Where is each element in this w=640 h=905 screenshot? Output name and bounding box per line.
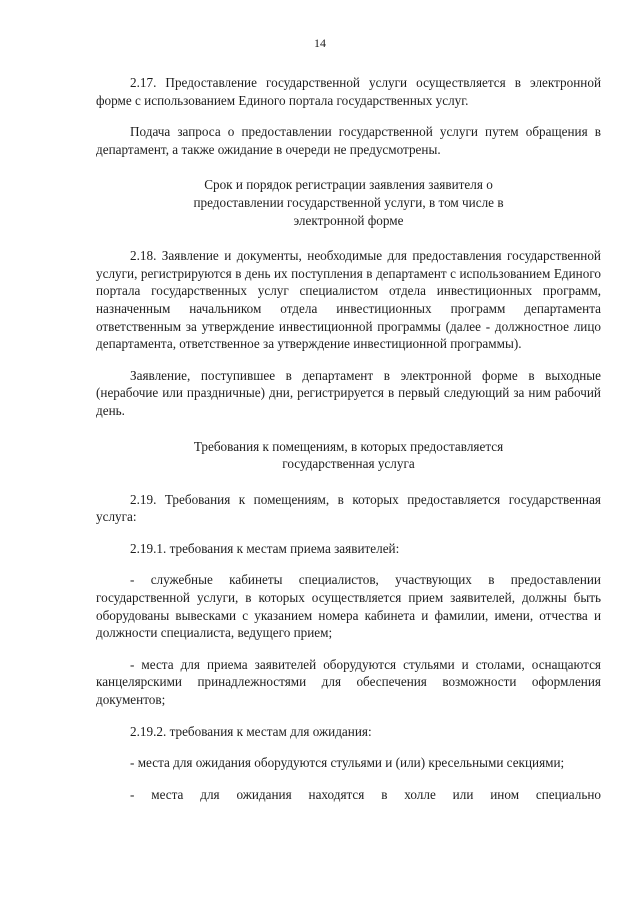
paragraph-2-19-2: 2.19.2. требования к местам для ожидания: [130, 723, 372, 739]
paragraph-2-19-1: 2.19.1. требования к местам приема заявителей: [130, 540, 400, 556]
paragraph-reception-places: - места для приема заявителей оборудуются стульями и столами, оснащаются канцелярскими принадлежностями для обеспечения возможности оформления документов; [96, 656, 601, 708]
document-body [96, 74, 601, 803]
paragraph-request-note: Подача запроса о предоставлении государственной услуги путем обращения в департамент, а также ожидание в очереди не предусмотрены. [96, 124, 601, 157]
paragraph-2-19: 2.19. Требования к помещениям, в которых предоставляется государственная услуга: [96, 491, 601, 525]
section-heading-registration: Срок и порядок регистрации заявления заявителя о предоставлении государственной услуги, в том числе в электронной форме [193, 177, 504, 228]
page-number: 14 [314, 36, 326, 50]
paragraph-2-18: 2.18. Заявление и документы, необходимые для предоставления государственной услуги, регистрируются в день их поступления в департамент с использованием Единого портала государственных услуг специалистом отдела инвестиционных программ, назначенным начальником отдела инвестиционных программ департамента ответственным за утверждение инвестиционной программы (далее - должностное лицо департамента, ответственное за утверждение инвестиционной программы). [96, 248, 601, 352]
paragraph-waiting-seats: - места для ожидания оборудуются стульями и (или) кресельными секциями; [130, 755, 565, 771]
paragraph-waiting-location: - места для ожидания находятся в холле или ином специально [130, 786, 601, 802]
paragraph-weekend-registration: Заявление, поступившее в департамент в электронной форме в выходные (нерабочие или праздничные) дни, регистрируется в первый следующий за ним рабочий день. [96, 367, 601, 418]
paragraph-2-17: 2.17. Предоставление государственной услуги осуществляется в электронной форме с использованием Единого портала государственных услуг. [96, 75, 601, 108]
section-heading-premises: Требования к помещениям, в которых предоставляется государственная услуга [193, 438, 504, 472]
paragraph-offices: - служебные кабинеты специалистов, участвующих в предоставлении государственной услуги, в которых осуществляется прием заявителей, должны быть оборудованы вывесками с указанием номера кабинета и фамилии, имени, отчества и должности специалиста, ведущего прием; [96, 572, 601, 641]
